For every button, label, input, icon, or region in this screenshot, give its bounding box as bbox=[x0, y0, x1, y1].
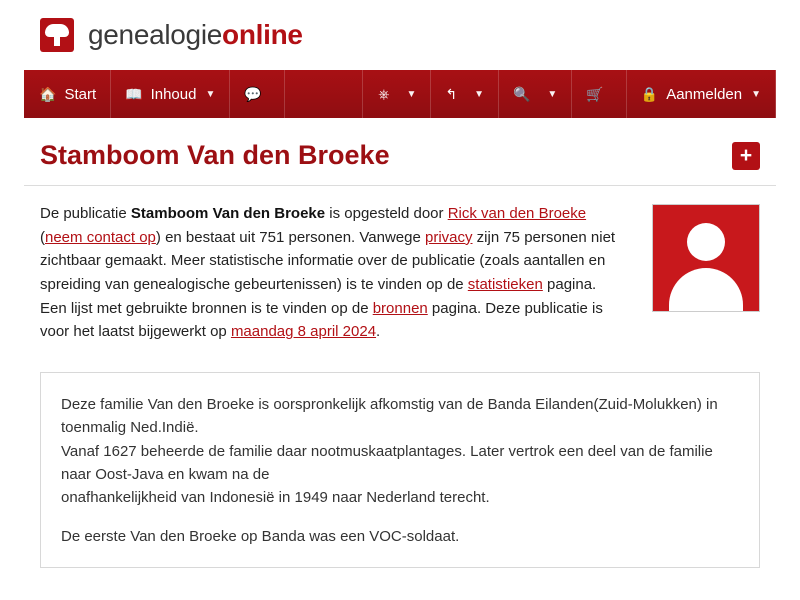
intro-t4: ) en bestaat uit 751 personen. Vanwege bbox=[155, 228, 425, 246]
statistics-link[interactable]: statistieken bbox=[467, 276, 543, 294]
book-icon: 📖 bbox=[125, 86, 143, 102]
intro-t1: De publicatie bbox=[40, 205, 131, 222]
nav-spacer bbox=[285, 70, 363, 118]
chat-icon: 💬 bbox=[244, 86, 262, 102]
cart-icon: 🛒 bbox=[586, 86, 604, 102]
intro-t3: ( bbox=[40, 228, 45, 246]
chevron-down-icon: ▼ bbox=[406, 88, 417, 100]
nav-item-inhoud[interactable] bbox=[111, 70, 230, 118]
intro-t6: pagina. Een lijst met gebruikte bronnen is te vinden op de bbox=[40, 276, 597, 317]
brand-name-regular: genealogie bbox=[88, 19, 223, 50]
page-title: Stamboom Van den Broeke bbox=[40, 140, 390, 170]
brand-name-bold: online bbox=[222, 19, 303, 50]
search-icon: 🔍 bbox=[512, 86, 531, 102]
privacy-link[interactable]: privacy bbox=[424, 228, 473, 246]
tree-logo-icon bbox=[40, 18, 74, 52]
description-line-3: onafhankelijkheid van Indonesië in 1949 naar Nederland terecht. bbox=[61, 489, 490, 507]
add-button[interactable]: + bbox=[732, 142, 760, 170]
chevron-down-icon: ▼ bbox=[547, 88, 558, 100]
nav-right-group bbox=[363, 70, 776, 118]
page-header bbox=[24, 118, 776, 186]
nav-item-cart[interactable] bbox=[572, 70, 626, 118]
nav-item-ancestors[interactable] bbox=[431, 70, 499, 118]
sources-link[interactable]: bronnen bbox=[372, 299, 428, 317]
intro-section bbox=[40, 202, 760, 344]
chevron-down-icon: ▼ bbox=[205, 88, 216, 100]
description-box bbox=[40, 372, 760, 568]
description-line-1: Deze familie Van den Broeke is oorspronkelijk afkomstig van de Banda Eilanden(Zuid-Molukken) in toenmalig Ned.Indië. bbox=[61, 396, 718, 437]
nav-item-login[interactable] bbox=[627, 70, 776, 118]
home-icon: 🏠 bbox=[39, 86, 57, 102]
intro-t8: . bbox=[376, 323, 381, 341]
nav-item-inhoud-label: Inhoud bbox=[150, 85, 197, 103]
description-paragraph-1 bbox=[61, 393, 739, 509]
updated-date-link[interactable]: maandag 8 april 2024 bbox=[230, 323, 377, 341]
author-link[interactable]: Rick van den Broeke bbox=[447, 205, 587, 222]
nav-item-search[interactable] bbox=[499, 70, 572, 118]
intro-t2: is opgesteld door bbox=[325, 205, 448, 222]
brand-bar bbox=[0, 0, 800, 70]
ancestors-icon: ↰ bbox=[445, 86, 458, 102]
main-navigation bbox=[24, 70, 776, 118]
contact-link[interactable]: neem contact op bbox=[45, 228, 156, 246]
nav-item-login-label: Aanmelden bbox=[666, 85, 743, 103]
lock-icon: 🔒 bbox=[640, 86, 659, 102]
nav-item-tree-chart[interactable] bbox=[363, 70, 431, 118]
brand-title[interactable] bbox=[88, 19, 303, 51]
avatar-head-shape bbox=[687, 223, 725, 261]
publication-name: Stamboom Van den Broeke bbox=[130, 205, 326, 222]
nav-item-start[interactable] bbox=[24, 70, 111, 118]
avatar-body-shape bbox=[669, 268, 743, 312]
nav-item-messages[interactable] bbox=[230, 70, 284, 118]
content-area bbox=[24, 186, 776, 344]
chevron-down-icon: ▼ bbox=[751, 88, 761, 100]
description-line-2: Vanaf 1627 beheerde de familie daar nootmuskaatplantages. Later vertrok een deel van de familie naar Oost-Java en kwam na de bbox=[61, 442, 713, 483]
chevron-down-icon: ▼ bbox=[474, 88, 484, 100]
intro-t5: zijn 75 personen niet zichtbaar gemaakt. Meer statistische informatie over de publicatie (zoals aantallen en spreiding van genealogische gebeurtenissen) is te vinden op de bbox=[40, 228, 616, 294]
intro-paragraph bbox=[40, 202, 624, 344]
tree-chart-icon: ⎈ bbox=[378, 86, 390, 102]
nav-item-start-label: Start bbox=[64, 85, 97, 103]
intro-t7: pagina. Deze publicatie is voor het laatst bijgewerkt op bbox=[40, 299, 603, 341]
avatar bbox=[652, 204, 760, 312]
description-paragraph-2: De eerste Van den Broeke op Banda was een VOC-soldaat. bbox=[61, 528, 460, 546]
